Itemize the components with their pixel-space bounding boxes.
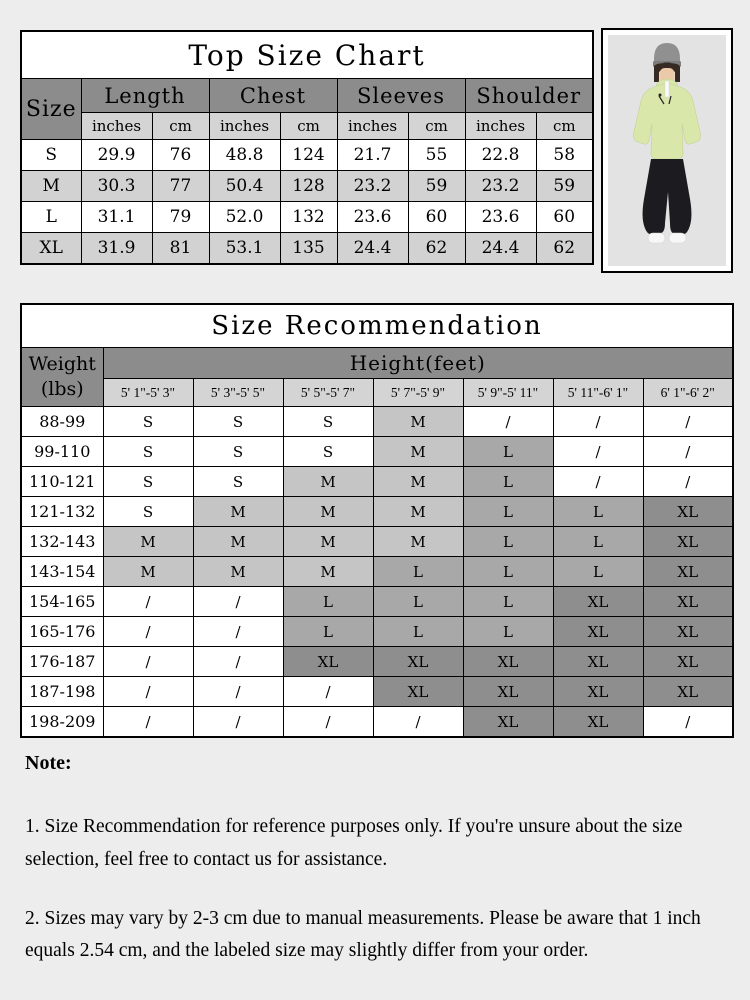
recommendation-row-143-154	[21, 557, 733, 587]
recommendation-row-110-121	[21, 467, 733, 497]
recommendation-cell: M	[193, 527, 283, 557]
recommendation-cell: XL	[553, 647, 643, 677]
recommendation-cell: S	[103, 497, 193, 527]
unit-header-inches: inches	[81, 113, 152, 140]
recommendation-cell: XL	[643, 527, 733, 557]
recommendation-cell: L	[463, 557, 553, 587]
weight-range-cell: 198-209	[21, 707, 103, 738]
measurement-cell: 31.9	[81, 233, 152, 265]
measurement-cell: 62	[408, 233, 465, 265]
measurement-cell: 58	[536, 140, 593, 171]
recommendation-cell: M	[283, 497, 373, 527]
weight-range-cell: 154-165	[21, 587, 103, 617]
recommendation-cell: XL	[553, 587, 643, 617]
unit-header-cm: cm	[152, 113, 209, 140]
recommendation-cell: /	[553, 407, 643, 437]
recommendation-row-165-176	[21, 617, 733, 647]
weight-label: Weight	[28, 352, 96, 375]
size-recommendation-table	[20, 303, 734, 738]
weight-range-cell: 187-198	[21, 677, 103, 707]
recommendation-cell: M	[283, 527, 373, 557]
height-range-header: 5' 9"-5' 11"	[463, 379, 553, 407]
recommendation-row-132-143	[21, 527, 733, 557]
height-range-header: 5' 5"-5' 7"	[283, 379, 373, 407]
measurement-cell: 81	[152, 233, 209, 265]
recommendation-cell: XL	[553, 617, 643, 647]
recommendation-cell: L	[373, 557, 463, 587]
measurement-cell: 48.8	[209, 140, 280, 171]
size-cell: S	[21, 140, 81, 171]
recommendation-cell: M	[283, 467, 373, 497]
recommendation-cell: /	[193, 677, 283, 707]
recommendation-cell: XL	[373, 677, 463, 707]
size-cell: L	[21, 202, 81, 233]
recommendation-row-99-110	[21, 437, 733, 467]
recommendation-cell: XL	[373, 647, 463, 677]
recommendation-cell: XL	[643, 677, 733, 707]
weight-range-cell: 176-187	[21, 647, 103, 677]
recommendation-row-198-209	[21, 707, 733, 738]
recommendation-cell: L	[463, 467, 553, 497]
model-shoes	[648, 233, 686, 243]
top-size-chart-title-row	[21, 31, 593, 79]
measurement-cell: 124	[280, 140, 337, 171]
recommendation-cell: /	[463, 407, 553, 437]
measurement-cell: 77	[152, 171, 209, 202]
height-range-header: 5' 3"-5' 5"	[193, 379, 283, 407]
measurement-cell: 132	[280, 202, 337, 233]
recommendation-cell: XL	[553, 677, 643, 707]
measurement-cell: 23.2	[465, 171, 536, 202]
recommendation-cell: L	[553, 557, 643, 587]
recommendation-cell: /	[193, 587, 283, 617]
size-recommendation-title: Size Recommendation	[21, 304, 733, 348]
length-column-header: Length	[81, 79, 209, 113]
weight-range-cell: 99-110	[21, 437, 103, 467]
size-recommendation-title-row	[21, 304, 733, 348]
recommendation-cell: /	[643, 707, 733, 738]
measurement-cell: 24.4	[337, 233, 408, 265]
recommendation-cell: S	[103, 467, 193, 497]
size-cell: XL	[21, 233, 81, 265]
recommendation-cell: /	[553, 467, 643, 497]
recommendation-cell: L	[463, 527, 553, 557]
size-row-M	[21, 171, 593, 202]
recommendation-cell: L	[283, 617, 373, 647]
product-photo	[608, 35, 726, 266]
unit-header-cm: cm	[536, 113, 593, 140]
recommendation-cell: L	[373, 617, 463, 647]
recommendation-cell: /	[103, 707, 193, 738]
recommendation-cell: XL	[643, 647, 733, 677]
recommendation-cell: M	[373, 467, 463, 497]
chest-column-header: Chest	[209, 79, 337, 113]
recommendation-cell: XL	[553, 707, 643, 738]
recommendation-cell: /	[643, 437, 733, 467]
recommendation-cell: L	[463, 587, 553, 617]
recommendation-cell: /	[103, 677, 193, 707]
recommendation-cell: S	[283, 407, 373, 437]
recommendation-cell: /	[643, 407, 733, 437]
top-size-chart-header-row	[21, 79, 593, 113]
recommendation-cell: L	[463, 617, 553, 647]
size-row-S	[21, 140, 593, 171]
recommendation-cell: /	[193, 647, 283, 677]
size-recommendation-header-row	[21, 348, 733, 379]
measurement-cell: 76	[152, 140, 209, 171]
recommendation-cell: XL	[283, 647, 373, 677]
size-row-L	[21, 202, 593, 233]
recommendation-cell: M	[193, 557, 283, 587]
weight-range-cell: 132-143	[21, 527, 103, 557]
recommendation-cell: S	[103, 407, 193, 437]
unit-header-row	[21, 113, 593, 140]
recommendation-cell: S	[103, 437, 193, 467]
weight-range-cell: 165-176	[21, 617, 103, 647]
measurement-cell: 60	[536, 202, 593, 233]
recommendation-cell: L	[463, 497, 553, 527]
measurement-cell: 29.9	[81, 140, 152, 171]
recommendation-cell: /	[193, 707, 283, 738]
measurement-cell: 23.6	[337, 202, 408, 233]
recommendation-cell: M	[373, 497, 463, 527]
recommendation-cell: /	[103, 647, 193, 677]
recommendation-cell: L	[553, 527, 643, 557]
recommendation-cell: M	[103, 557, 193, 587]
weight-column-header	[21, 348, 103, 407]
recommendation-cell: /	[373, 707, 463, 738]
notes-section	[25, 752, 735, 968]
notes-heading: Note:	[25, 752, 72, 774]
measurement-cell: 55	[408, 140, 465, 171]
recommendation-cell: S	[283, 437, 373, 467]
recommendation-cell: /	[193, 617, 283, 647]
recommendation-cell: /	[283, 677, 373, 707]
recommendation-cell: S	[193, 467, 283, 497]
note-item-2: 2. Sizes may vary by 2-3 cm due to manual measurements. Please be aware that 1 inch equals 2.54 cm, and the labeled size may slightly differ from your order.	[25, 907, 701, 962]
measurement-cell: 30.3	[81, 171, 152, 202]
recommendation-cell: L	[283, 587, 373, 617]
measurement-cell: 31.1	[81, 202, 152, 233]
recommendation-cell: XL	[463, 647, 553, 677]
product-photo-frame	[601, 28, 733, 273]
recommendation-cell: L	[373, 587, 463, 617]
model-illustration	[608, 35, 726, 266]
top-size-chart-table	[20, 30, 594, 265]
measurement-cell: 21.7	[337, 140, 408, 171]
weight-unit-label: (lbs)	[40, 378, 84, 400]
weight-range-cell: 88-99	[21, 407, 103, 437]
recommendation-cell: /	[103, 587, 193, 617]
recommendation-cell: M	[103, 527, 193, 557]
recommendation-cell: L	[553, 497, 643, 527]
recommendation-cell: S	[193, 407, 283, 437]
recommendation-cell: /	[103, 617, 193, 647]
measurement-cell: 60	[408, 202, 465, 233]
recommendation-cell: M	[373, 527, 463, 557]
recommendation-row-187-198	[21, 677, 733, 707]
note-item-1: 1. Size Recommendation for reference purposes only. If you're unsure about the size selection, feel free to contact us for assistance.	[25, 816, 683, 870]
recommendation-cell: M	[373, 407, 463, 437]
unit-header-cm: cm	[280, 113, 337, 140]
top-size-chart-title: Top Size Chart	[21, 31, 593, 79]
measurement-cell: 53.1	[209, 233, 280, 265]
size-column-header: Size	[21, 79, 81, 140]
unit-header-inches: inches	[465, 113, 536, 140]
recommendation-cell: XL	[643, 557, 733, 587]
measurement-cell: 22.8	[465, 140, 536, 171]
unit-header-inches: inches	[209, 113, 280, 140]
recommendation-cell: M	[283, 557, 373, 587]
measurement-cell: 62	[536, 233, 593, 265]
unit-header-inches: inches	[337, 113, 408, 140]
unit-header-cm: cm	[408, 113, 465, 140]
height-row-header: Height(feet)	[103, 348, 733, 379]
size-cell: M	[21, 171, 81, 202]
shoulder-column-header: Shoulder	[465, 79, 593, 113]
size-row-XL	[21, 233, 593, 265]
recommendation-row-154-165	[21, 587, 733, 617]
height-range-header: 6' 1"-6' 2"	[643, 379, 733, 407]
measurement-cell: 23.6	[465, 202, 536, 233]
height-range-header-row	[21, 379, 733, 407]
measurement-cell: 59	[408, 171, 465, 202]
recommendation-cell: XL	[643, 617, 733, 647]
measurement-cell: 50.4	[209, 171, 280, 202]
height-range-header: 5' 11"-6' 1"	[553, 379, 643, 407]
recommendation-cell: S	[193, 437, 283, 467]
recommendation-row-176-187	[21, 647, 733, 677]
recommendation-cell: /	[553, 437, 643, 467]
recommendation-row-88-99	[21, 407, 733, 437]
recommendation-cell: L	[463, 437, 553, 467]
height-range-header: 5' 1"-5' 3"	[103, 379, 193, 407]
measurement-cell: 135	[280, 233, 337, 265]
weight-range-cell: 121-132	[21, 497, 103, 527]
recommendation-cell: XL	[463, 677, 553, 707]
recommendation-cell: /	[283, 707, 373, 738]
model-pants	[643, 159, 692, 234]
recommendation-row-121-132	[21, 497, 733, 527]
measurement-cell: 128	[280, 171, 337, 202]
measurement-cell: 59	[536, 171, 593, 202]
height-range-header: 5' 7"-5' 9"	[373, 379, 463, 407]
recommendation-cell: XL	[643, 497, 733, 527]
recommendation-cell: M	[373, 437, 463, 467]
measurement-cell: 52.0	[209, 202, 280, 233]
measurement-cell: 24.4	[465, 233, 536, 265]
measurement-cell: 79	[152, 202, 209, 233]
weight-range-cell: 143-154	[21, 557, 103, 587]
measurement-cell: 23.2	[337, 171, 408, 202]
recommendation-cell: M	[193, 497, 283, 527]
recommendation-cell: XL	[643, 587, 733, 617]
recommendation-cell: /	[643, 467, 733, 497]
model-hoodie	[634, 79, 701, 159]
recommendation-cell: XL	[463, 707, 553, 738]
sleeves-column-header: Sleeves	[337, 79, 465, 113]
weight-range-cell: 110-121	[21, 467, 103, 497]
